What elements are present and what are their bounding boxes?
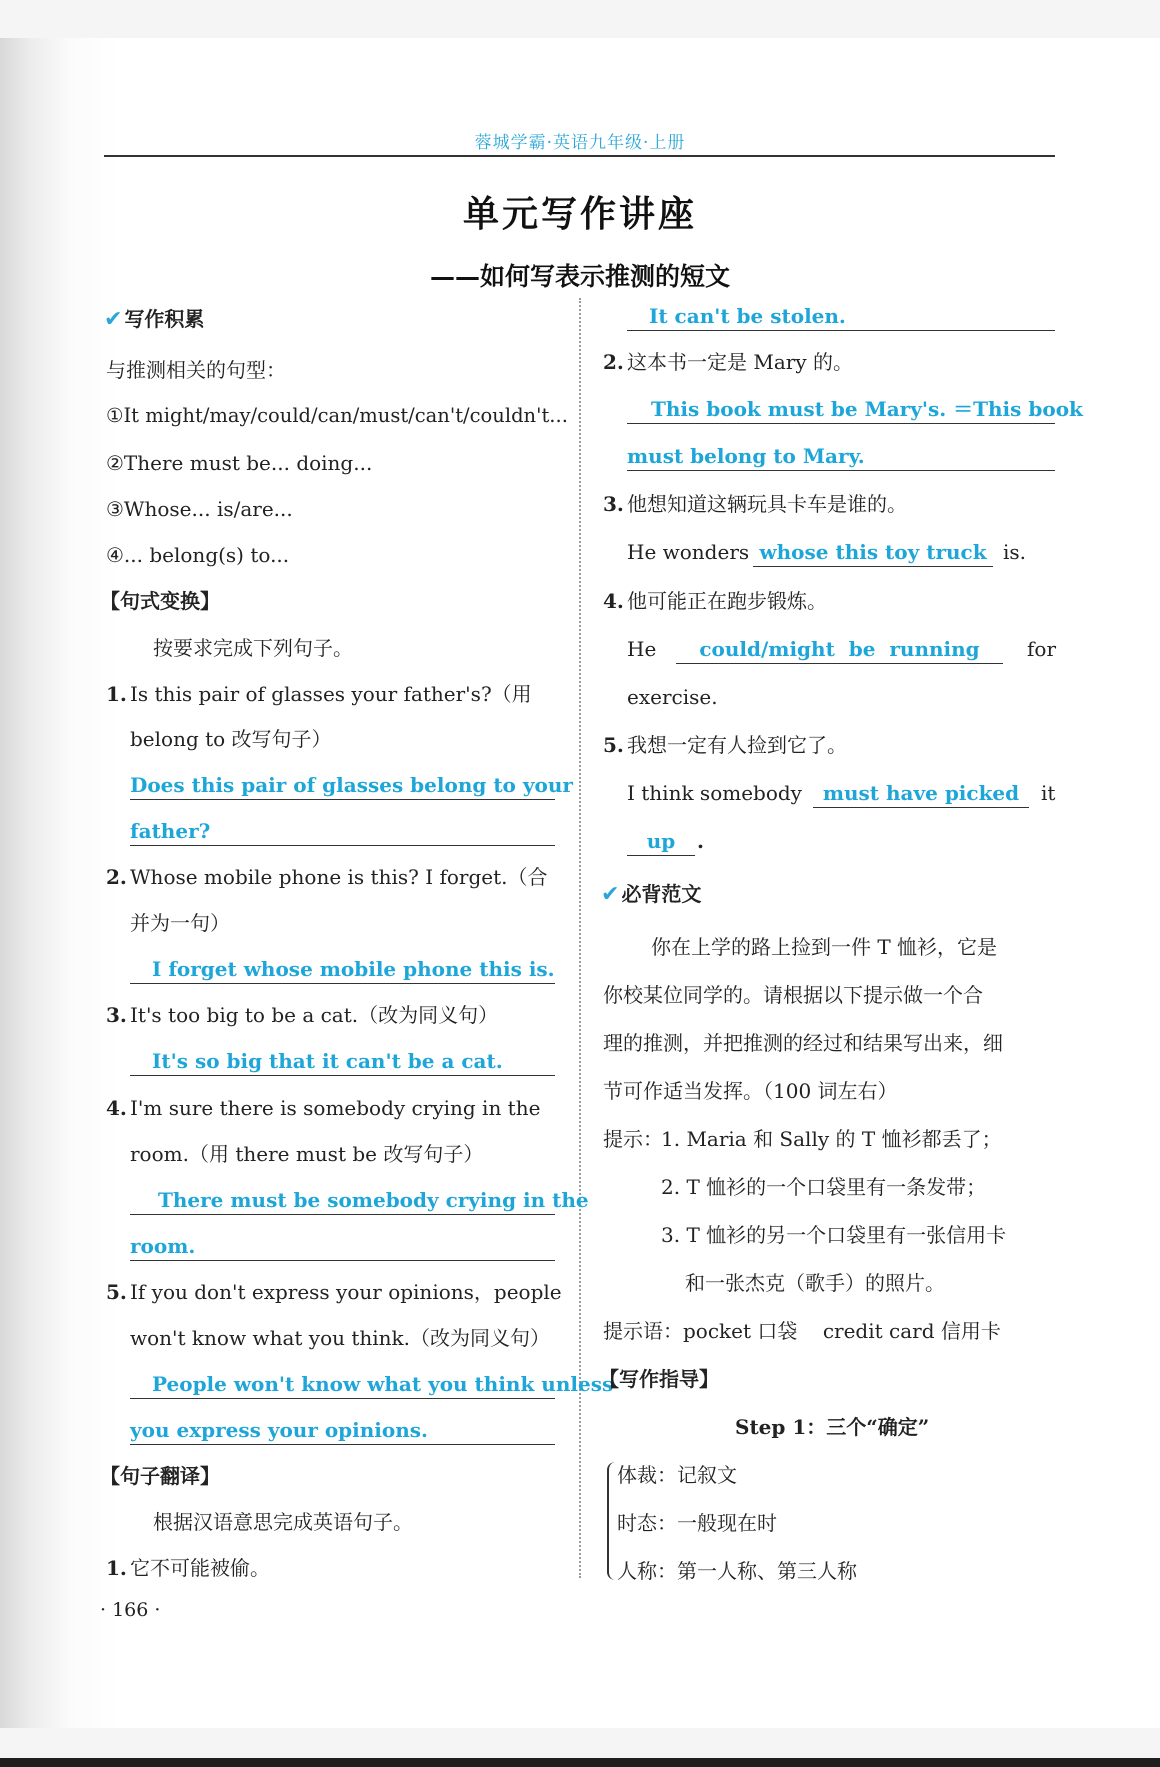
t4-post: for: [1027, 637, 1057, 661]
q4-line2: room.（用 there must be 改写句子）: [130, 1142, 484, 1166]
step1-heading: Step 1：三个“确定”: [735, 1415, 930, 1439]
q5-answer-line1: People won't know what you think unless: [130, 1370, 555, 1399]
section-writing-accumulation: [104, 305, 204, 334]
hint-3: 3. T 恤衫的另一个口袋里有一张信用卡: [661, 1223, 1007, 1247]
instruction: 按要求完成下列句子。: [153, 636, 353, 660]
t3-blank: whose this toy truck: [753, 538, 993, 567]
page-title: 单元写作讲座: [462, 193, 697, 235]
q3-number: 3.: [106, 1003, 127, 1027]
t5-number: 5.: [603, 733, 624, 757]
pattern-3: ③Whose... is/are...: [106, 497, 293, 521]
q1-line2: belong to 改写句子）: [130, 727, 332, 751]
t5-blank: must have picked: [813, 779, 1029, 808]
section-sentence-transform: 【句式变换】: [100, 589, 220, 613]
q4-answer-line1: There must be somebody crying in the: [130, 1186, 555, 1215]
pattern-4: ④... belong(s) to...: [106, 543, 290, 567]
q5-answer-line2: you express your opinions.: [130, 1416, 555, 1445]
t5-post: it: [1041, 781, 1056, 805]
section-writing-guide: 【写作指导】: [599, 1367, 719, 1391]
q5-line1: If you don't express your opinions，people: [130, 1280, 562, 1304]
q3-line1: It's too big to be a cat.（改为同义句）: [130, 1003, 499, 1027]
t5-pre: I think somebody: [627, 781, 802, 805]
q2-line2: 并为一句）: [130, 911, 230, 935]
checkmark-icon: ✔: [601, 882, 620, 907]
pattern-1: ①It might/may/could/can/must/can't/couldn't...: [106, 404, 568, 427]
section-sentence-translation: 【句子翻译】: [100, 1464, 220, 1488]
t1-answer: It can't be stolen.: [627, 302, 1055, 331]
t2-number: 2.: [603, 350, 624, 374]
t4-blank: could/might be running: [676, 635, 1003, 664]
q3-answer: It's so big that it can't be a cat.: [130, 1047, 555, 1076]
running-header: 蓉城学霸·英语九年级·上册: [474, 133, 686, 153]
section-title: 必背范文: [621, 882, 702, 906]
t3-pre: He wonders: [627, 540, 750, 564]
t3-post: is.: [1003, 540, 1027, 564]
genre: 体裁：记叙文: [617, 1463, 737, 1487]
q4-answer-line2: room.: [130, 1232, 555, 1261]
essay-line1: 你在上学的路上捡到一件 T 恤衫，它是: [651, 935, 998, 959]
q2-line1: Whose mobile phone is this? I forget.（合: [130, 865, 548, 889]
pattern-2: ②There must be... doing...: [106, 451, 373, 475]
q5-line2: won't know what you think.（改为同义句）: [130, 1326, 551, 1350]
essay-line2: 你校某位同学的。请根据以下提示做一个合: [603, 983, 983, 1007]
checkmark-icon: ✔: [104, 307, 123, 332]
section-title: 写作积累: [124, 307, 205, 331]
q4-number: 4.: [106, 1096, 127, 1120]
q2-number: 2.: [106, 865, 127, 889]
hint-1: 1. Maria 和 Sally 的 T 恤衫都丢了；: [661, 1127, 1002, 1151]
t2-answer-line1: This book must be Mary's. ＝This book: [627, 395, 1055, 424]
header-rule: [104, 155, 1055, 157]
q1-answer-line1: Does this pair of glasses belong to your: [130, 771, 555, 800]
essay-line3: 理的推测，并把推测的经过和结果写出来，细: [603, 1031, 1003, 1055]
page-number: · 166 ·: [100, 1599, 161, 1621]
t3-line1: 他想知道这辆玩具卡车是谁的。: [627, 492, 907, 516]
section-model-essay: [601, 880, 701, 909]
page-subtitle: ——如何写表示推测的短文: [429, 262, 730, 291]
t5-post2: .: [697, 829, 704, 853]
q1-answer-line2: father?: [130, 817, 555, 846]
t4-number: 4.: [603, 589, 624, 613]
t4-line3: exercise.: [627, 685, 718, 709]
hint-label: 提示：: [603, 1127, 663, 1151]
q2-answer: I forget whose mobile phone this is.: [130, 955, 555, 984]
q1-number: 1.: [106, 682, 127, 706]
t5-blank2: up: [627, 827, 695, 856]
t1-number: 1.: [106, 1556, 127, 1580]
q1-line1: Is this pair of glasses your father's?（用: [130, 682, 532, 706]
q4-line1: I'm sure there is somebody crying in the: [130, 1096, 541, 1120]
t2-line1: 这本书一定是 Mary 的。: [627, 350, 853, 374]
hint-2: 2. T 恤衫的一个口袋里有一条发带；: [661, 1175, 987, 1199]
t4-line1: 他可能正在跑步锻炼。: [627, 589, 827, 613]
hint-3-cont: 和一张杰克（歌手）的照片。: [685, 1271, 945, 1295]
t2-answer-line2: must belong to Mary.: [627, 442, 1055, 471]
essay-line4: 节可作适当发挥。（100 词左右）: [603, 1079, 898, 1103]
t1-line1: 它不可能被偷。: [130, 1556, 270, 1580]
intro-text: 与推测相关的句型：: [106, 358, 286, 382]
vocab-hint: 提示语：pocket 口袋 credit card 信用卡: [603, 1319, 1001, 1343]
person: 人称：第一人称、第三人称: [617, 1559, 857, 1583]
q5-number: 5.: [106, 1280, 127, 1304]
tense: 时态：一般现在时: [617, 1511, 777, 1535]
t3-number: 3.: [603, 492, 624, 516]
bottom-edge: [0, 1758, 1160, 1767]
t5-line1: 我想一定有人捡到它了。: [627, 733, 847, 757]
t4-pre: He: [627, 637, 657, 661]
translation-instruction: 根据汉语意思完成英语句子。: [153, 1510, 413, 1534]
